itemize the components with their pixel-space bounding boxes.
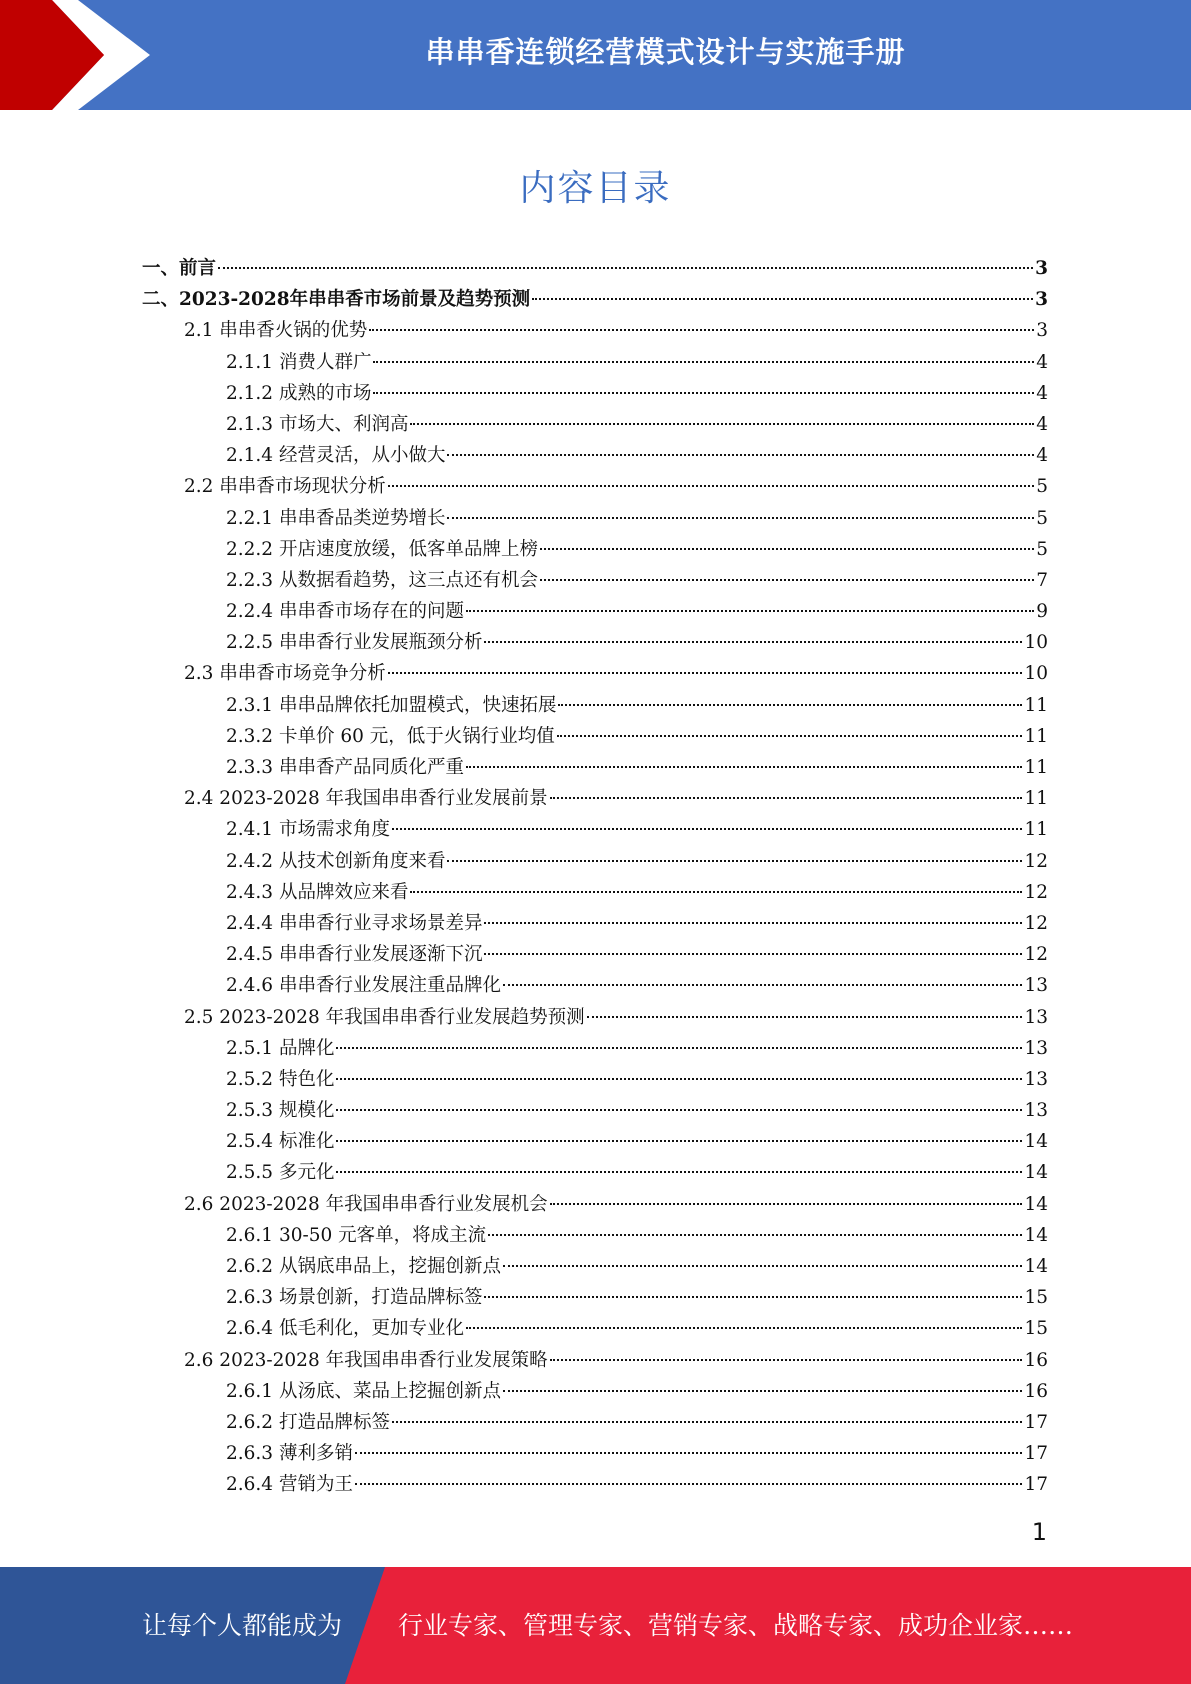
toc-entry-page: 16	[1024, 1380, 1048, 1402]
toc-entry-label: 2.3 串串香市场竞争分析	[184, 663, 386, 685]
toc-entry[interactable]	[142, 253, 1048, 284]
footer-slogan-left: 让每个人都能成为	[142, 1611, 343, 1640]
toc-entry-label: 2.5.4 标准化	[226, 1131, 335, 1153]
toc-entry-label: 2.2.4 串串香市场存在的问题	[226, 601, 464, 623]
toc-dot-leader	[392, 828, 1022, 830]
toc-title: 内容目录	[519, 168, 672, 209]
toc-entry-label: 2.6.3 薄利多销	[226, 1443, 353, 1465]
toc-dot-leader	[355, 1483, 1023, 1485]
toc-entry-label: 2.3.2 卡单价 60 元，低于火锅行业均值	[226, 725, 555, 747]
page-header	[0, 0, 1191, 110]
toc-dot-leader	[336, 1109, 1022, 1111]
toc-entry-label: 2.2.2 开店速度放缓，低客单品牌上榜	[226, 538, 538, 560]
toc-dot-leader	[447, 454, 1034, 456]
toc-entry-page: 9	[1036, 601, 1048, 623]
toc-dot-leader	[466, 1327, 1022, 1329]
toc-entry-label: 2.2 串串香市场现状分析	[184, 476, 386, 498]
toc-entry-page: 4	[1036, 351, 1048, 373]
toc-entry-label: 2.6.3 场景创新，打造品牌标签	[226, 1287, 483, 1309]
toc-entry-page: 17	[1024, 1411, 1048, 1433]
toc-entry-label: 2.4.1 市场需求角度	[226, 819, 390, 841]
toc-entry-label: 2.3.1 串串品牌依托加盟模式，快速拓展	[226, 694, 557, 716]
toc-dot-leader	[550, 1203, 1023, 1205]
toc-dot-leader	[369, 329, 1034, 331]
toc-dot-leader	[336, 1171, 1022, 1173]
toc-dot-leader	[410, 423, 1034, 425]
toc-entry[interactable]	[142, 378, 1048, 409]
toc-entry-page: 11	[1024, 788, 1048, 810]
toc-entry-page: 3	[1036, 320, 1048, 342]
toc-entry-page: 10	[1024, 632, 1048, 654]
toc-entry-label: 2.4.4 串串香行业寻求场景差异	[226, 912, 483, 934]
toc-entry-label: 2.4.2 从技术创新角度来看	[226, 850, 446, 872]
document-title: 串串香连锁经营模式设计与实施手册	[425, 35, 906, 69]
toc-entry-label: 2.1.2 成熟的市场	[226, 382, 372, 404]
toc-entry-page: 4	[1036, 382, 1048, 404]
toc-entry[interactable]	[142, 908, 1048, 939]
toc-entry[interactable]	[142, 1033, 1048, 1064]
toc-dot-leader	[550, 1359, 1023, 1361]
toc-entry-label: 2.5.3 规模化	[226, 1100, 335, 1122]
toc-entry-label: 2.4.5 串串香行业发展逐渐下沉	[226, 944, 483, 966]
toc-entry-label: 2.1.1 消费人群广	[226, 351, 372, 373]
toc-entry-page: 12	[1024, 850, 1048, 872]
toc-dot-leader	[503, 1265, 1022, 1267]
toc-entry[interactable]	[142, 721, 1048, 752]
toc-dot-leader	[503, 1390, 1022, 1392]
toc-entry[interactable]	[142, 534, 1048, 565]
toc-entry[interactable]	[142, 752, 1048, 783]
page-number: 1	[1031, 1518, 1047, 1546]
toc-entry-label: 二、2023-2028年串串香市场前景及趋势预测	[142, 289, 531, 311]
toc-entry[interactable]	[142, 347, 1048, 378]
toc-entry-label: 一、前言	[142, 258, 217, 279]
toc-dot-leader	[503, 984, 1022, 986]
toc-entry-label: 2.6 2023-2028 年我国串串香行业发展机会	[184, 1193, 548, 1215]
toc-entry-label: 2.1.4 经营灵活，从小做大	[226, 445, 446, 467]
toc-dot-leader	[484, 641, 1022, 643]
toc-entry-label: 2.3.3 串串香产品同质化严重	[226, 757, 464, 778]
toc-entry[interactable]	[142, 1095, 1048, 1126]
toc-entry[interactable]	[142, 1345, 1048, 1376]
toc-dot-leader	[355, 1452, 1023, 1454]
toc-entry[interactable]	[142, 627, 1048, 658]
toc-entry-page: 3	[1035, 289, 1048, 311]
toc-entry-label: 2.4 2023-2028 年我国串串香行业发展前景	[184, 788, 548, 810]
toc-dot-leader	[540, 579, 1034, 581]
toc-dot-leader	[540, 548, 1034, 550]
toc-entry-page: 11	[1024, 757, 1048, 778]
toc-entry-label: 2.1 串串香火锅的优势	[184, 320, 368, 342]
toc-entry-page: 13	[1024, 975, 1048, 997]
toc-entry[interactable]	[142, 596, 1048, 627]
toc-entry-label: 2.6.4 低毛利化，更加专业化	[226, 1318, 464, 1340]
toc-entry-page: 16	[1024, 1349, 1048, 1371]
toc-entry[interactable]	[142, 939, 1048, 970]
toc-entry-label: 2.6.1 从汤底、菜品上挖掘创新点	[226, 1380, 501, 1402]
toc-entry[interactable]	[142, 471, 1048, 502]
toc-dot-leader	[550, 797, 1023, 799]
toc-entry[interactable]	[142, 1064, 1048, 1095]
toc-entry-label: 2.6.4 营销为王	[226, 1474, 353, 1496]
toc-entry-page: 13	[1024, 1037, 1048, 1059]
toc-entry[interactable]	[142, 1126, 1048, 1157]
toc-entry-label: 2.2.3 从数据看趋势，这三点还有机会	[226, 569, 538, 591]
toc-entry[interactable]	[142, 1407, 1048, 1438]
toc-dot-leader	[392, 1421, 1022, 1423]
toc-entry-page: 11	[1024, 694, 1048, 716]
toc-entry-page: 11	[1024, 819, 1048, 841]
toc-entry[interactable]	[142, 783, 1048, 814]
toc-entry[interactable]	[142, 1157, 1048, 1188]
toc-entry-page: 13	[1024, 1100, 1048, 1122]
toc-dot-leader	[447, 860, 1022, 862]
toc-entry[interactable]	[142, 1438, 1048, 1469]
toc-entry-page: 14	[1024, 1256, 1048, 1277]
toc-entry-label: 2.6.1 30-50 元客单，将成主流	[226, 1224, 487, 1246]
toc-entry-page: 5	[1036, 476, 1048, 498]
toc-entry[interactable]	[142, 1376, 1048, 1407]
toc-entry[interactable]	[142, 846, 1048, 877]
toc-entry-label: 2.5.2 特色化	[226, 1068, 335, 1090]
toc-dot-leader	[587, 1016, 1023, 1018]
toc-entry-label: 2.6.2 从锅底串品上，挖掘创新点	[226, 1256, 501, 1277]
toc-entry-page: 12	[1024, 881, 1048, 903]
toc-entry[interactable]	[142, 565, 1048, 596]
toc-entry-page: 3	[1035, 258, 1048, 279]
toc-entry[interactable]	[142, 503, 1048, 534]
toc-entry-page: 17	[1024, 1443, 1048, 1465]
toc-entry-label: 2.5.1 品牌化	[226, 1037, 335, 1059]
toc-entry-page: 10	[1024, 663, 1048, 685]
toc-entry-label: 2.6 2023-2028 年我国串串香行业发展策略	[184, 1349, 548, 1371]
toc-dot-leader	[410, 891, 1022, 893]
toc-entry-page: 5	[1036, 507, 1048, 529]
toc-entry[interactable]	[142, 1189, 1048, 1220]
toc-dot-leader	[484, 922, 1022, 924]
toc-entry[interactable]	[142, 440, 1048, 471]
toc-entry-page: 15	[1024, 1318, 1048, 1340]
toc-dot-leader	[336, 1140, 1022, 1142]
toc-entry-page: 14	[1024, 1224, 1048, 1246]
toc-entry[interactable]	[142, 814, 1048, 845]
footer-slogan-right: 行业专家、管理专家、营销专家、战略专家、成功企业家……	[398, 1611, 1074, 1640]
table-of-contents	[142, 253, 1048, 1501]
toc-entry[interactable]	[142, 409, 1048, 440]
toc-dot-leader	[484, 1296, 1022, 1298]
toc-entry-label: 2.2.1 串串香品类逆势增长	[226, 507, 446, 529]
toc-dot-leader	[388, 485, 1034, 487]
toc-entry-label: 2.1.3 市场大、利润高	[226, 413, 409, 435]
toc-entry[interactable]	[142, 1469, 1048, 1500]
toc-dot-leader	[218, 267, 1033, 269]
page-footer	[0, 1567, 1191, 1684]
toc-entry-label: 2.5.5 多元化	[226, 1162, 335, 1184]
toc-dot-leader	[557, 735, 1023, 737]
toc-entry[interactable]	[142, 315, 1048, 346]
toc-dot-leader	[484, 953, 1022, 955]
toc-entry[interactable]	[142, 1251, 1048, 1282]
toc-dot-leader	[373, 392, 1034, 394]
toc-entry-label: 2.5 2023-2028 年我国串串香行业发展趋势预测	[184, 1006, 585, 1028]
toc-entry[interactable]	[142, 970, 1048, 1001]
toc-entry[interactable]	[142, 284, 1048, 315]
toc-entry-page: 12	[1024, 944, 1048, 966]
toc-entry-page: 5	[1036, 538, 1048, 560]
toc-entry-label: 2.4.6 串串香行业发展注重品牌化	[226, 975, 501, 997]
toc-entry-page: 14	[1024, 1193, 1048, 1215]
toc-entry-page: 7	[1036, 569, 1048, 591]
toc-dot-leader	[336, 1047, 1022, 1049]
toc-entry[interactable]	[142, 690, 1048, 721]
toc-dot-leader	[532, 298, 1033, 300]
toc-entry-page: 12	[1024, 912, 1048, 934]
toc-entry-label: 2.6.2 打造品牌标签	[226, 1411, 390, 1433]
toc-entry[interactable]	[142, 1002, 1048, 1033]
toc-dot-leader	[373, 361, 1034, 363]
toc-dot-leader	[558, 704, 1022, 706]
toc-entry-page: 13	[1024, 1068, 1048, 1090]
toc-dot-leader	[447, 517, 1034, 519]
toc-entry[interactable]	[142, 1313, 1048, 1344]
toc-entry[interactable]	[142, 1220, 1048, 1251]
toc-entry-page: 15	[1024, 1287, 1048, 1309]
toc-entry-page: 4	[1036, 445, 1048, 467]
toc-entry-label: 2.2.5 串串香行业发展瓶颈分析	[226, 632, 483, 654]
toc-dot-leader	[466, 766, 1022, 768]
toc-dot-leader	[388, 672, 1023, 674]
toc-entry-page: 4	[1036, 413, 1048, 435]
toc-entry-page: 17	[1024, 1474, 1048, 1496]
toc-entry[interactable]	[142, 1282, 1048, 1313]
toc-dot-leader	[488, 1234, 1022, 1236]
toc-dot-leader	[336, 1078, 1022, 1080]
toc-entry[interactable]	[142, 877, 1048, 908]
toc-entry-page: 14	[1024, 1131, 1048, 1153]
toc-entry-page: 11	[1024, 725, 1048, 747]
toc-entry-page: 13	[1024, 1006, 1048, 1028]
toc-entry[interactable]	[142, 658, 1048, 689]
toc-entry-page: 14	[1024, 1162, 1048, 1184]
toc-dot-leader	[466, 610, 1034, 612]
toc-entry-label: 2.4.3 从品牌效应来看	[226, 881, 409, 903]
